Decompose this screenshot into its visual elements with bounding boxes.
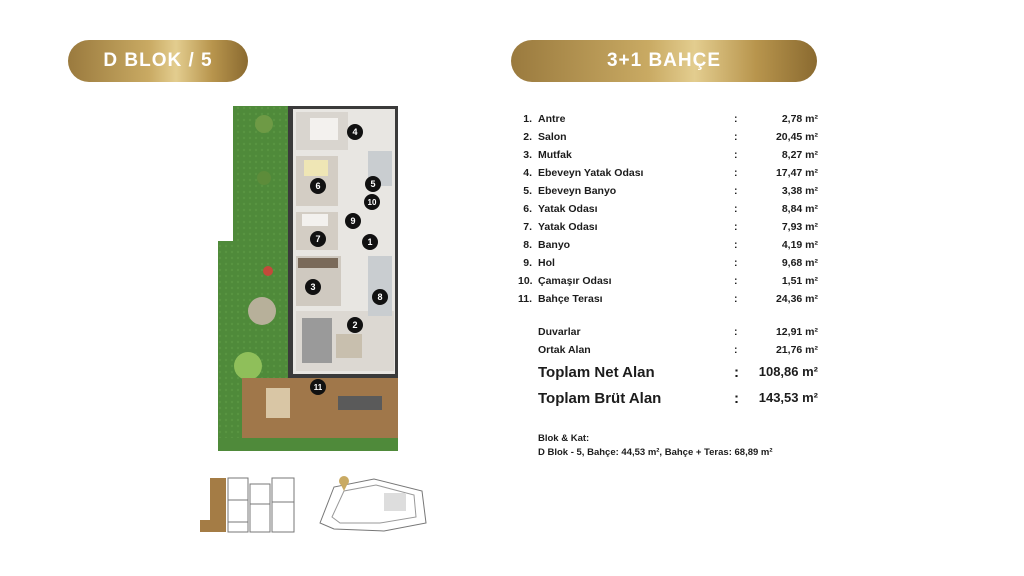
block-floor-info — [538, 432, 773, 460]
room-row: 9. Hol : 9,68 m² — [523, 257, 818, 269]
unit-type-label: 3+1 BAHÇE — [606, 50, 722, 71]
floor-plan-image — [218, 106, 398, 451]
site-location-thumbnail — [314, 473, 430, 533]
block-position-thumbnail — [200, 476, 296, 534]
plan-marker-9: 9 — [350, 216, 356, 226]
extra-area-row: Ortak Alan : 21,76 m² — [538, 344, 818, 356]
room-row: 7. Yatak Odası : 7,93 m² — [523, 221, 818, 233]
room-row: 8. Banyo : 4,19 m² — [523, 239, 818, 251]
extra-area-row: Duvarlar : 12,91 m² — [538, 326, 818, 338]
plan-marker-10: 10 — [367, 198, 377, 207]
plan-marker-4: 4 — [352, 127, 358, 137]
plan-marker-3: 3 — [310, 282, 316, 292]
room-row: 3. Mutfak : 8,27 m² — [523, 149, 818, 161]
room-row: 2. Salon : 20,45 m² — [523, 131, 818, 143]
room-row: 6. Yatak Odası : 8,84 m² — [523, 203, 818, 215]
plan-marker-5: 5 — [370, 179, 376, 189]
plan-marker-2: 2 — [352, 320, 358, 330]
room-row: 4. Ebeveyn Yatak Odası : 17,47 m² — [523, 167, 818, 179]
block-floor-label: D BLOK / 5 — [103, 50, 213, 71]
plan-marker-7: 7 — [315, 234, 321, 244]
plan-marker-8: 8 — [377, 292, 383, 302]
plan-marker-11: 11 — [313, 383, 323, 392]
block-floor-badge — [68, 40, 248, 82]
room-row: 11. Bahçe Terası : 24,36 m² — [518, 293, 818, 305]
room-row: 1. Antre : 2,78 m² — [523, 113, 818, 125]
plan-marker-6: 6 — [315, 181, 321, 191]
block-floor-info-detail: D Blok - 5, Bahçe: 44,53 m², Bahçe + Teras: 68,89 m² — [538, 447, 773, 458]
total-gross-area-row: Toplam Brüt Alan : 143,53 m² — [538, 390, 818, 407]
room-row: 10. Çamaşır Odası : 1,51 m² — [518, 275, 818, 287]
plan-marker-1: 1 — [367, 237, 373, 247]
total-net-area-row: Toplam Net Alan : 108,86 m² — [538, 364, 818, 381]
block-floor-info-title: Blok & Kat: — [538, 433, 590, 444]
room-area-list — [518, 113, 818, 414]
unit-type-badge — [511, 40, 817, 82]
room-row: 5. Ebeveyn Banyo : 3,38 m² — [523, 185, 818, 197]
